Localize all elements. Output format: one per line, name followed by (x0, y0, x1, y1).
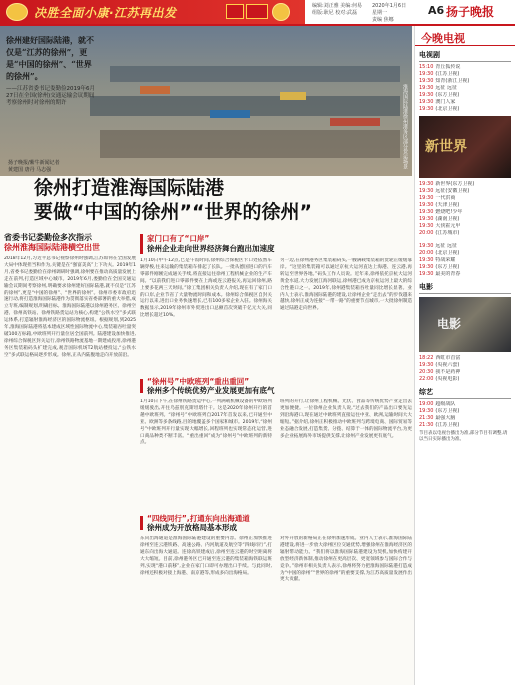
section-3-body (140, 536, 412, 656)
section-marker (140, 379, 143, 393)
section-1-body (140, 258, 412, 374)
tv-listing-time: 19:30 (419, 362, 434, 368)
tv-listing-title: 大侠霍元甲 (435, 223, 461, 229)
tv-listing-item (419, 369, 511, 376)
tv-listing-title: (北京卫视) (435, 250, 460, 256)
section-1-col-1: 1月10日中午12点,已是午饭时间,徐州综合保税区卡口处依然车辆穿梭,往来运输的集装箱车排起了长队。一批从德国进口的汽车零部件刚刚完成通关手续,将直接运往徐州工程机械企业的生产车间。“以前我们进口零部件要在上海或连云港报关,再运回徐州,路上要多花两三天时间。”徐工集团相关负责人介绍,现在有了家门口的口岸,企业节省了大量物流时间和成本。徐州综合保税区自封关运行以来,进出口业务快速增长,已有100多家企业入驻。徐州海关数据显示,2019年徐州市外贸进出口总额首次突破千亿元大关,同比增长超过10%。 (140, 258, 272, 319)
tv-listing-time: 20:00 (419, 250, 434, 256)
tv-listing-time: 19:30 (419, 92, 434, 98)
tv-listing-item (419, 85, 511, 92)
tv-listing-item (419, 188, 511, 195)
section-3-col-2: 对外开放的新格局正在徐州加速形成。业内人士表示,淮海国际陆港建设,将进一步放大徐州区位交通优势,增强徐州在淮海经济区的辐射带动能力。“我们将以淮海国际陆港建设为契机,加快构建开放型经济新体制,推动徐州在更高层次、更宽领域参与国际合作与竞争。”徐州市相关负责人表示,徐州将努力把淮海国际陆港打造成为“中国的徐州”“世界的徐州”的重要支撑,为江苏高质量发展作出更大贡献。 (280, 536, 412, 583)
tv-listing-item (419, 99, 511, 106)
tv-listing-title: 远征 远征 (435, 243, 458, 249)
emblem-icon (272, 3, 290, 21)
tv-listing-title: (江苏城市) (435, 230, 460, 236)
tv-listing-time: 19:30 (419, 188, 434, 194)
tv-listing-title: (湖南卫视) (435, 216, 460, 222)
section-2-heading: “徐州号”中欧班列“重出重回” 徐州多个传统优势产业发展更加有底气 (140, 377, 412, 395)
tv-listing-time: 19:30 (419, 223, 434, 229)
tv-listing-time: 19:30 (419, 271, 434, 277)
tv-listing-item (419, 216, 511, 223)
tv-listing-title: 燃烧吧!少年 (435, 209, 463, 215)
tv-listing-time: 19:30 (419, 243, 434, 249)
tv-listing-time: 21:30 (419, 415, 434, 421)
banner-title: 决胜全面小康·江苏再出发 (34, 6, 177, 20)
main-headline (34, 176, 404, 224)
section-2-body (140, 399, 412, 511)
tv-listing-time: 19:30 (419, 106, 434, 112)
tv-listing-item (419, 271, 511, 278)
tv-listing-time: 19:30 (419, 209, 434, 215)
left-article-headline: 徐州淮海国际陆港横空出世 (4, 243, 100, 252)
section-1-col-2: 另一边,在徐州港务区集装箱码头,一艘满载集装箱的货轮正缓缓靠岸。“这里的集装箱可以通过京杭大运河直达上海港、连云港,再转运至世界各地。”码头工作人员说。近年来,徐州依托京杭大运河黄金水道,大力发展江海河联运,徐州港已成为京杭运河上最大的综合性港口之一。2019年,徐州港集装箱吞吐量同比增长显著。业内人士表示,淮海国际陆港的建设,让徐州企业“走出去”的步伐越来越快,徐州正成为连接“一带一路”的重要节点城市,一大批徐州制造通过陆港走向世界。 (280, 258, 412, 312)
tv-listing-time: 19:30 (419, 408, 434, 414)
issue-date: 2020年1月6日 星期一 责编 焦娜 (372, 3, 407, 23)
tv-listing-item (419, 195, 511, 202)
tv-section-drama: 电视剧 15:10 青丘狐传说 19:30 (江苏卫视) 19:30 知青(浙江卫视) 19:30 远征 远征 19:30 (东方卫视) 19:30 澳门人家 19:30 (北京卫视) 新世界 19:30 新世界(东方卫视) 19:30 远征(安徽卫视) 19:30 一代洪商 19:30 (天津卫视) 19:30 燃烧吧!少年 19:30 (湖南卫视) 19:30 大侠霍元甲 20:00 (江苏城市) 19:30 远征 远征 20:00 (北京卫视) 19:30 特战荣耀 19:30 (东方卫视) 19:30 最美的青春 (415, 46, 515, 278)
tv-listing-title: 知青(浙江卫视) (435, 78, 470, 84)
tv-listing-item (419, 401, 511, 408)
emblem-icon (6, 3, 28, 21)
left-article (4, 233, 136, 685)
flag-icon (226, 4, 244, 19)
hero-photo (0, 26, 412, 176)
tv-listing-item (419, 64, 511, 71)
tv-listing-time: 18:22 (419, 355, 434, 361)
tv-listing-title: 西虹市首富 (435, 355, 461, 361)
tv-listing-item (419, 415, 511, 422)
tv-listing-time: 19:30 (419, 181, 434, 187)
tv-listing-item (419, 376, 511, 383)
headline-line-2: 要做“中国的徐州”“世界的徐州” (34, 201, 312, 223)
tv-listing-item (419, 230, 511, 237)
tv-listing-item (419, 71, 511, 78)
tv-listing-item (419, 92, 511, 99)
tv-listing-time: 21:30 (419, 422, 434, 428)
tv-listing-title: (东方卫视) (435, 92, 460, 98)
tv-listing-title: 青丘狐传说 (435, 64, 461, 70)
photo-credit: 扬子晚报/紫牛新闻记者 黄建国 唐丹 马志强 (8, 160, 60, 173)
tv-listing-time: 20:00 (419, 230, 434, 236)
tv-listing-title: 特战荣耀 (435, 257, 456, 263)
tv-section-variety: 综艺 19:00 超级战队 19:30 (东方卫视) 21:30 最强大脑 21:30 (江苏卫视) (415, 383, 515, 429)
tv-listing-title: 新世界(东方卫视) (435, 181, 475, 187)
tv-listing-title: 我不是药神 (435, 369, 461, 375)
tv-listing-title: (央视电影) (435, 376, 460, 382)
section-3-heading: “四线同行”,打通东向出海通道 徐州成为开放格局基本形成 (140, 514, 412, 532)
tv-listing-item (419, 181, 511, 188)
newspaper-logo: 扬子晚报 (446, 5, 495, 19)
editor-info: 编辑:刘正雅 美编:何易 组版:耿尼 校对:武磊 (312, 3, 362, 16)
tv-listing-title: 远征 远征 (435, 85, 458, 91)
section-3-col-1: 东向出海通道是淮海国际陆港建设的重要内容。徐州正加快推进徐州至连云港铁路、高速公路、内河航道及航空等“四线同行”,打通东向出海大通道。连徐高铁建成后,徐州至连云港的时空距离将大大缩短。目前,徐州港务区已开通至连云港的集装箱海铁联运班列,实现“港口前移”,企业在家门口即可办理出口手续。与此同时,徐州还积极对接上海港、南京港等,形成多向出海格局。 (140, 536, 272, 576)
tv-listing-item (419, 257, 511, 264)
drama-poster: 新世界 (419, 116, 511, 178)
tv-listing-item (419, 264, 511, 271)
tv-section-movie: 电影 电影 18:22 西虹市首富 19:30 (央视六套) 20:30 我不是药神 22:00 (央视电影) (415, 278, 515, 383)
tv-listing-title: 超级战队 (435, 401, 456, 407)
tv-listing-title: 澳门人家 (435, 99, 456, 105)
tv-listing-time: 15:10 (419, 64, 434, 70)
photo-caption: 淮海国际陆港徐州港务区部分货运场景 (402, 84, 408, 169)
tv-listing-item (419, 250, 511, 257)
tv-listing-time: 19:30 (419, 202, 434, 208)
flag-icon (246, 4, 268, 19)
tv-listing-item (419, 362, 511, 369)
tv-listing-item (419, 106, 511, 113)
main-article (140, 234, 412, 656)
section-1-heading: 家门口有了“口岸” 徐州企业走向世界经济舞台跑出加速度 (140, 234, 412, 254)
tv-listing-item (419, 355, 511, 362)
tv-listing-time: 19:30 (419, 264, 434, 270)
tv-listing-item (419, 422, 511, 429)
tv-listing-title: 最美的青春 (435, 271, 461, 277)
tv-listing-title: (东方卫视) (435, 264, 460, 270)
headline-line-1: 徐州打造淮海国际陆港 (34, 177, 225, 199)
tv-footer-note: 节目表以电视台播出为准,部分节目有调整,请以当日实际播出为准。 (419, 431, 508, 442)
tv-listing-title: 最强大脑 (435, 415, 456, 421)
left-article-body: 2018年12月,习近平总书记视察徐州时强调,江苏如何在全国发展大局中体现担当和作为,关键是在“强富美高”上下功夫。2019年1月,省委书记娄勤俭在徐州调研时强调,徐州要在推动高质量发展上走在前列,打造区域中心城市。2019年6月,娄勤俭在全国交通运输会议期间考察徐州,明确要求徐州建好国际陆港,就不仅是“江苏的徐州”,更是“中国的徐州”、“世界的徐州”。徐州市委市政府迅速行动,将打造淮海国际陆港作为贯彻落实省委部署的重大举措,成立专班,编制规划,明确目标。淮海国际陆港以徐州港务区、徐州空港、徐州高铁站、徐州铁路货运站为核心,构建“公铁水空”多式联运体系,打造辐射淮海经济区的国际物流枢纽。根据规划,到2025年,淮海国际陆港将基本建成区域性国际物流中心,集装箱吞吐量突破100万标箱,中欧班列开行量位居全国前列。陆港建设加快推进,徐州综合保税区封关运行,徐州铁路物流基地一期建成投用,徐州港务区集装箱码头扩建完成,观音国际机场T2航站楼投运,“公铁水空”多式联运格局逐步形成。徐州,正从内陆腹地走向开放前沿。 (4, 256, 136, 358)
tv-listing-title: (江苏卫视) (435, 422, 460, 428)
section-2-col-1: 1月10日下午,在徐州铁路货运中心,一列满载机械设备的中欧班列缓缓驶出,开往乌兹别克斯坦塔什干。这是2020年徐州开行的首趟中欧班列。“徐州号”中欧班列自2017年首发以来,已开通至中亚、欧洲等多条线路,目的地覆盖多个国家和城市。2019年,“徐州号”中欧班列开行量实现大幅增长,回程班列也实现常态化运营,进口商品种类不断丰富。“重出重回”成为“徐州号”中欧班列的新特点。 (140, 399, 272, 446)
movie-poster: 电影 (419, 297, 511, 352)
tv-listings (414, 26, 515, 685)
page-number: A6 (428, 4, 445, 17)
section-marker (140, 516, 143, 530)
section-marker (140, 234, 143, 254)
tv-listing-title: (天津卫视) (435, 202, 460, 208)
tv-listing-title: 远征(安徽卫视) (435, 188, 470, 194)
left-article-kicker: 省委书记娄勤俭多次指示 (4, 233, 92, 242)
section-2-col-2: 班列的开行,让徐州工程机械、光伏、食品等传统优势产业走出去更加便捷。一位徐州企业负责人说,“过去我们的产品出口要先运到沿海港口,现在通过中欧班列直接运往中亚、欧洲,运输时间大大缩短。”据介绍,徐州正积极推动中欧班列与跨境电商、国际贸易等业态融合发展,打造集货、分拨、结算于一体的国际物流平台,为更多企业拓展海外市场提供支撑,让徐州产业发展更有底气。 (280, 399, 412, 439)
tv-listing-time: 19:30 (419, 195, 434, 201)
tv-listing-title: (北京卫视) (435, 106, 460, 112)
tv-listing-time: 19:30 (419, 257, 434, 263)
tv-listing-time: 19:30 (419, 216, 434, 222)
tv-listing-item (419, 243, 511, 250)
poem-text: 徐州建好国际陆港，就不仅是“江苏的徐州”，更是“中国的徐州”、“世界的徐州”。 (6, 35, 94, 81)
tv-listing-time: 19:00 (419, 401, 434, 407)
tv-listing-item (419, 209, 511, 216)
tv-listing-time: 19:30 (419, 71, 434, 77)
tv-listing-title: (央视六套) (435, 362, 460, 368)
tv-listing-time: 22:00 (419, 376, 434, 382)
tv-listing-item (419, 78, 511, 85)
tv-listing-time: 19:30 (419, 78, 434, 84)
tv-listing-time: 19:30 (419, 85, 434, 91)
tv-listing-title: 一代洪商 (435, 195, 456, 201)
poem-author: ——江苏省委书记娄勤俭2019年6月27日在全国(徐州)交通运输会议期间考察徐州时对徐州的期许 (6, 86, 95, 106)
tv-brand: 今晚电视 (415, 26, 515, 46)
poem-block (6, 34, 96, 107)
page-header (0, 0, 515, 26)
tv-listing-time: 19:30 (419, 99, 434, 105)
tv-listing-item (419, 202, 511, 209)
tv-listing-item (419, 408, 511, 415)
tv-listing-title: (江苏卫视) (435, 71, 460, 77)
tv-listing-title: (东方卫视) (435, 408, 460, 414)
tv-listing-item (419, 223, 511, 230)
tv-listing-time: 20:30 (419, 369, 434, 375)
